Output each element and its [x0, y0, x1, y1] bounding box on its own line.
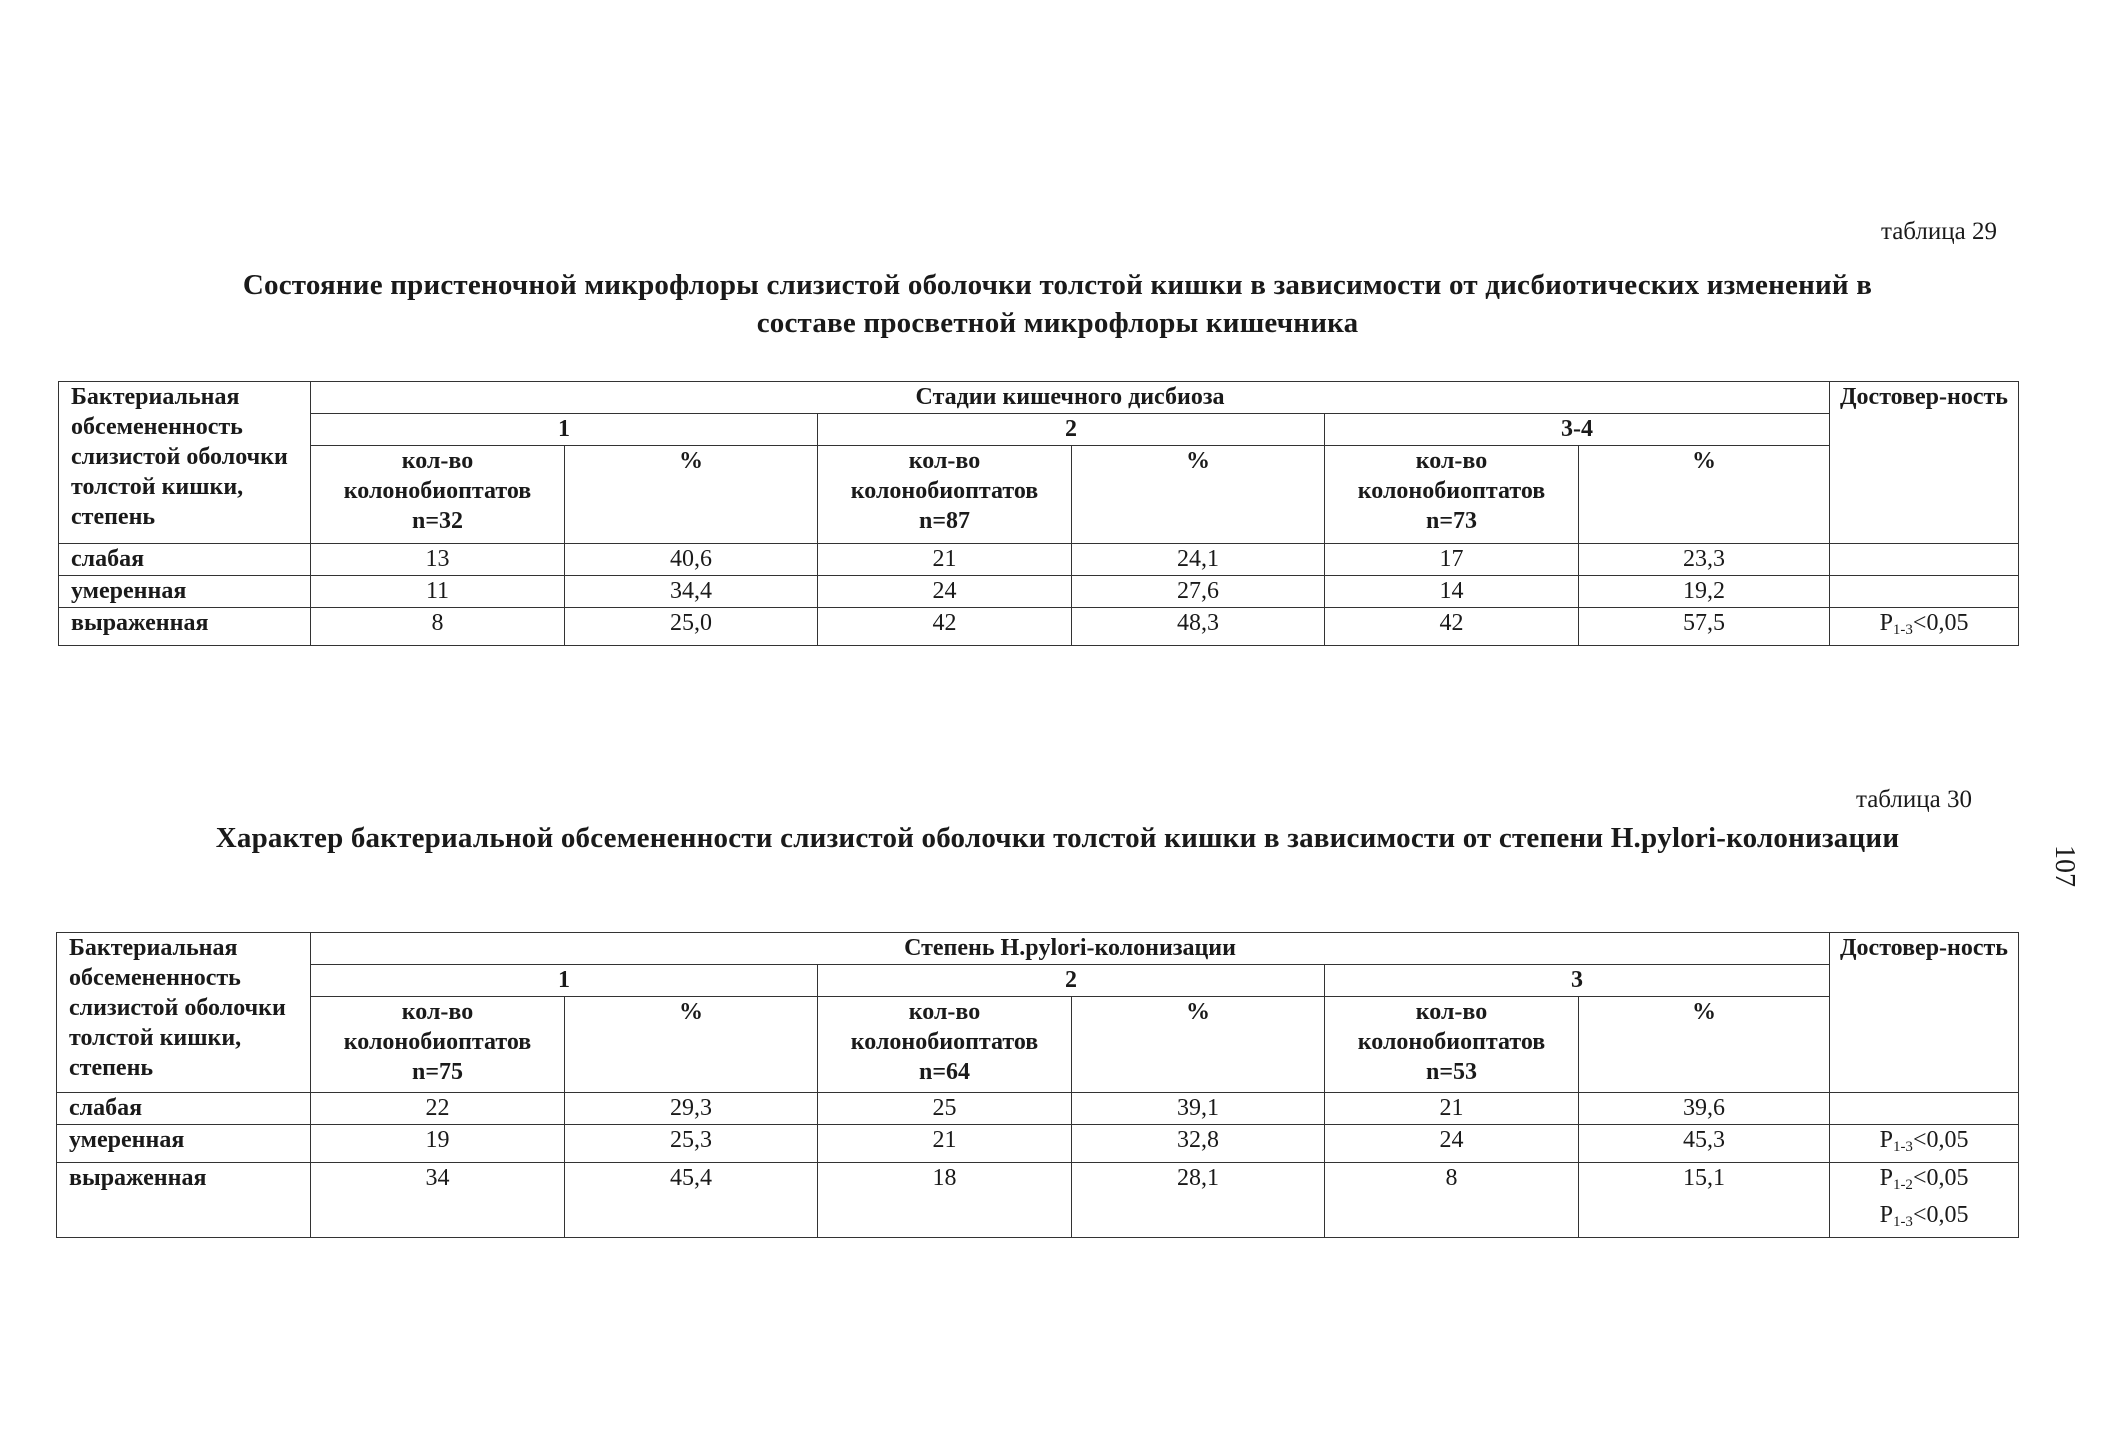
table-cell: 23,3 [1579, 544, 1830, 576]
table29-significance-header: Достовер-ность [1830, 382, 2019, 544]
significance-cell [1830, 1163, 2019, 1238]
table-row [57, 1163, 2019, 1238]
table-cell: 11 [311, 576, 565, 608]
table-cell: 42 [818, 608, 1072, 646]
table29-count-header: кол-во колонобиоптатов n=73 [1325, 446, 1579, 544]
table30-count-header: кол-во колонобиоптатов n=64 [818, 997, 1072, 1093]
table-cell: 25,0 [565, 608, 818, 646]
row-label: выраженная [57, 1163, 311, 1238]
table30 [56, 932, 2019, 1238]
page-number: 107 [2049, 845, 2080, 887]
table-cell: 48,3 [1072, 608, 1325, 646]
significance-cell [1830, 576, 2019, 608]
table-cell: 22 [311, 1093, 565, 1125]
significance-value: $P_{1-2}<0,05$ [1879, 1165, 1969, 1193]
table-cell: 34,4 [565, 576, 818, 608]
table-cell: 34 [311, 1163, 565, 1238]
table-cell: 40,6 [565, 544, 818, 576]
table-row [59, 544, 2019, 576]
table-cell: 29,3 [565, 1093, 818, 1125]
table29-count-header: кол-во колонобиоптатов n=32 [311, 446, 565, 544]
row-label: выраженная [59, 608, 311, 646]
table30-group-2: 2 [818, 965, 1325, 997]
table30-group-header: Степень H.pylori-колонизации [311, 933, 1830, 965]
table-cell: 15,1 [1579, 1163, 1830, 1238]
table-cell: 39,6 [1579, 1093, 1830, 1125]
table30-title: Характер бактериальной обсемененности слизистой оболочки толстой кишки в зависимости от степени H.pylori-колонизации [215, 822, 1900, 854]
table29-label: таблица 29 [1880, 218, 1997, 245]
table-cell: 21 [818, 544, 1072, 576]
table30-significance-header: Достовер-ность [1830, 933, 2019, 1093]
table-cell: 13 [311, 544, 565, 576]
table-cell: 24 [818, 576, 1072, 608]
significance-cell [1830, 1093, 2019, 1125]
table29-title-line2: составе просветной микрофлоры кишечника [756, 307, 1359, 339]
table-row [59, 576, 2019, 608]
table-cell: 25,3 [565, 1125, 818, 1163]
table29 [58, 381, 2019, 646]
table29-group-1: 1 [311, 414, 818, 446]
table-cell: 39,1 [1072, 1093, 1325, 1125]
table30-group-3: 3 [1325, 965, 1830, 997]
significance-cell [1830, 1125, 2019, 1163]
table30-percent-header: % [1072, 997, 1325, 1093]
table30-count-header: кол-во колонобиоптатов n=75 [311, 997, 565, 1093]
table29-title-line1: Состояние пристеночной микрофлоры слизистой оболочки толстой кишки в зависимости от дисбиотических изменений в [242, 269, 1873, 301]
table-cell: 8 [1325, 1163, 1579, 1238]
table-cell: 24,1 [1072, 544, 1325, 576]
table-cell: 45,4 [565, 1163, 818, 1238]
row-label: умеренная [57, 1125, 311, 1163]
table29-percent-header: % [1072, 446, 1325, 544]
table30-count-header: кол-во колонобиоптатов n=53 [1325, 997, 1579, 1093]
table-cell: 19,2 [1579, 576, 1830, 608]
table29-count-header: кол-во колонобиоптатов n=87 [818, 446, 1072, 544]
table30-group-1: 1 [311, 965, 818, 997]
table30-percent-header: % [1579, 997, 1830, 1093]
table-cell: 18 [818, 1163, 1072, 1238]
table30-label: таблица 30 [1855, 786, 1972, 813]
table-cell: 32,8 [1072, 1125, 1325, 1163]
table29-group-header: Стадии кишечного дисбиоза [311, 382, 1830, 414]
table29-group-2: 2 [818, 414, 1325, 446]
significance-cell [1830, 608, 2019, 646]
table-row [57, 1125, 2019, 1163]
table-cell: 17 [1325, 544, 1579, 576]
table-cell: 25 [818, 1093, 1072, 1125]
table-cell: 14 [1325, 576, 1579, 608]
table-cell: 8 [311, 608, 565, 646]
table-cell: 19 [311, 1125, 565, 1163]
table-cell: 21 [1325, 1093, 1579, 1125]
row-label: умеренная [59, 576, 311, 608]
table29-title [0, 266, 2115, 342]
table-cell: 57,5 [1579, 608, 1830, 646]
table29-corner-header: Бактериальная обсемененность слизистой оболочки толстой кишки, степень [59, 382, 311, 544]
table-cell: 42 [1325, 608, 1579, 646]
table-row [59, 608, 2019, 646]
table-cell: 24 [1325, 1125, 1579, 1163]
table29-percent-header: % [565, 446, 818, 544]
table29-group-3: 3-4 [1325, 414, 1830, 446]
table-cell: 45,3 [1579, 1125, 1830, 1163]
table30-percent-header: % [565, 997, 818, 1093]
table-cell: 21 [818, 1125, 1072, 1163]
significance-cell [1830, 544, 2019, 576]
table-cell: 27,6 [1072, 576, 1325, 608]
table-row [57, 1093, 2019, 1125]
significance-value: $P_{1-3}<0,05$ [1879, 610, 1969, 638]
row-label: слабая [59, 544, 311, 576]
significance-value: $P_{1-3}<0,05$ [1879, 1202, 1969, 1230]
significance-value: $P_{1-3}<0,05$ [1879, 1127, 1969, 1155]
row-label: слабая [57, 1093, 311, 1125]
table29-percent-header: % [1579, 446, 1830, 544]
table30-corner-header: Бактериальная обсемененность слизистой оболочки толстой кишки, степень [57, 933, 311, 1093]
table-cell: 28,1 [1072, 1163, 1325, 1238]
